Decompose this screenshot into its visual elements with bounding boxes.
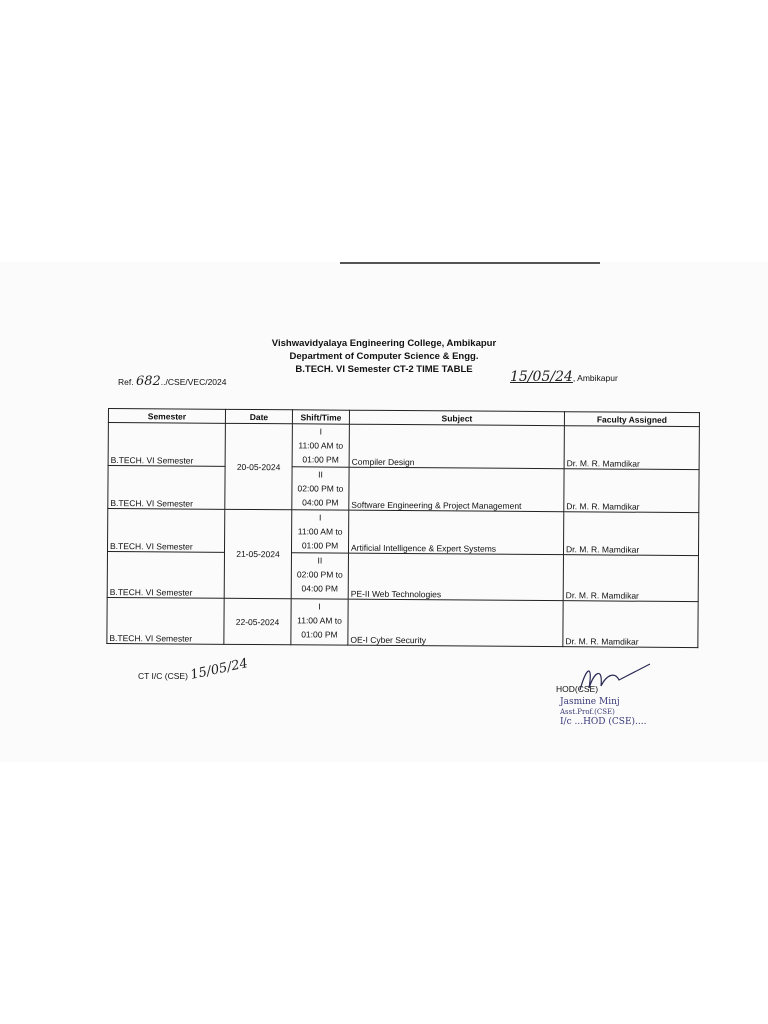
row-subject: Software Engineering & Project Management xyxy=(349,467,564,511)
ct-signature-block xyxy=(138,656,250,683)
hod-label: HOD(CSE) xyxy=(556,684,599,694)
row-shift: I 11:00 AM to 01:00 PM xyxy=(291,599,348,645)
row-faculty: Dr. M. R. Mamdikar xyxy=(563,555,698,602)
row-shift: I 11:00 AM to 01:00 PM xyxy=(292,424,349,467)
row-date: 20-05-2024 xyxy=(225,423,293,509)
stamp-designation: Asst.Prof.(CSE) xyxy=(560,708,615,716)
ct-handwritten-date: 15/05/24 xyxy=(189,656,250,683)
row-shift: II 02:00 PM to 04:00 PM xyxy=(291,553,348,599)
col-date: Date xyxy=(225,409,292,423)
row-faculty: Dr. M. R. Mamdikar xyxy=(563,601,698,648)
col-subject: Subject xyxy=(349,410,564,426)
ref-suffix: /CSE/VEC/2024 xyxy=(165,377,227,387)
hod-signature-icon xyxy=(575,660,655,700)
timetable xyxy=(106,408,700,648)
reference-line: Ref. 682../CSE/VEC/2024 xyxy=(118,374,227,389)
table-row xyxy=(108,423,699,470)
col-faculty: Faculty Assigned xyxy=(564,412,699,427)
row-subject: Artificial Intelligence & Expert Systems xyxy=(348,510,563,554)
row-semester: B.TECH. VI Semester xyxy=(108,423,225,467)
col-shift: Shift/Time xyxy=(292,410,349,424)
row-faculty: Dr. M. R. Mamdikar xyxy=(563,512,698,556)
row-semester: B.TECH. VI Semester xyxy=(108,466,225,510)
hod-stamp xyxy=(560,697,646,727)
table-row xyxy=(108,466,699,513)
department-name: Department of Computer Science & Engg. xyxy=(289,351,479,362)
row-date: 21-05-2024 xyxy=(224,509,292,598)
row-shift: II 02:00 PM to 04:00 PM xyxy=(292,467,349,510)
row-semester: B.TECH. VI Semester xyxy=(107,552,224,599)
paper-edge-line xyxy=(340,262,600,264)
stamp-role: I/c ...HOD (CSE).... xyxy=(560,717,647,727)
row-shift: I 11:00 AM to 01:00 PM xyxy=(291,510,348,553)
row-subject: OE-I Cyber Security xyxy=(348,599,563,646)
document-title: B.TECH. VI Semester CT-2 TIME TABLE xyxy=(295,364,473,375)
place-suffix: , Ambikapur xyxy=(572,373,618,383)
row-faculty: Dr. M. R. Mamdikar xyxy=(564,469,699,513)
col-semester: Semester xyxy=(108,409,225,424)
college-name: Vishwavidyalaya Engineering College, Ambikapur xyxy=(271,338,497,349)
table-row xyxy=(107,552,698,602)
issue-date: 15/05/24 xyxy=(510,369,573,385)
date-place-line xyxy=(510,369,618,385)
table-row xyxy=(107,509,698,556)
table-row xyxy=(107,597,698,647)
row-semester: B.TECH. VI Semester xyxy=(107,509,224,553)
row-subject: PE-II Web Technologies xyxy=(348,553,563,600)
stamp-name: Jasmine Minj xyxy=(560,697,620,707)
row-faculty: Dr. M. R. Mamdikar xyxy=(564,426,699,470)
row-date: 22-05-2024 xyxy=(224,598,291,644)
row-subject: Compiler Design xyxy=(349,424,564,468)
ref-number: 682 xyxy=(135,374,161,389)
row-semester: B.TECH. VI Semester xyxy=(107,597,224,644)
ct-label: CT I/C (CSE) xyxy=(138,671,188,681)
ref-prefix: Ref. xyxy=(118,377,134,387)
